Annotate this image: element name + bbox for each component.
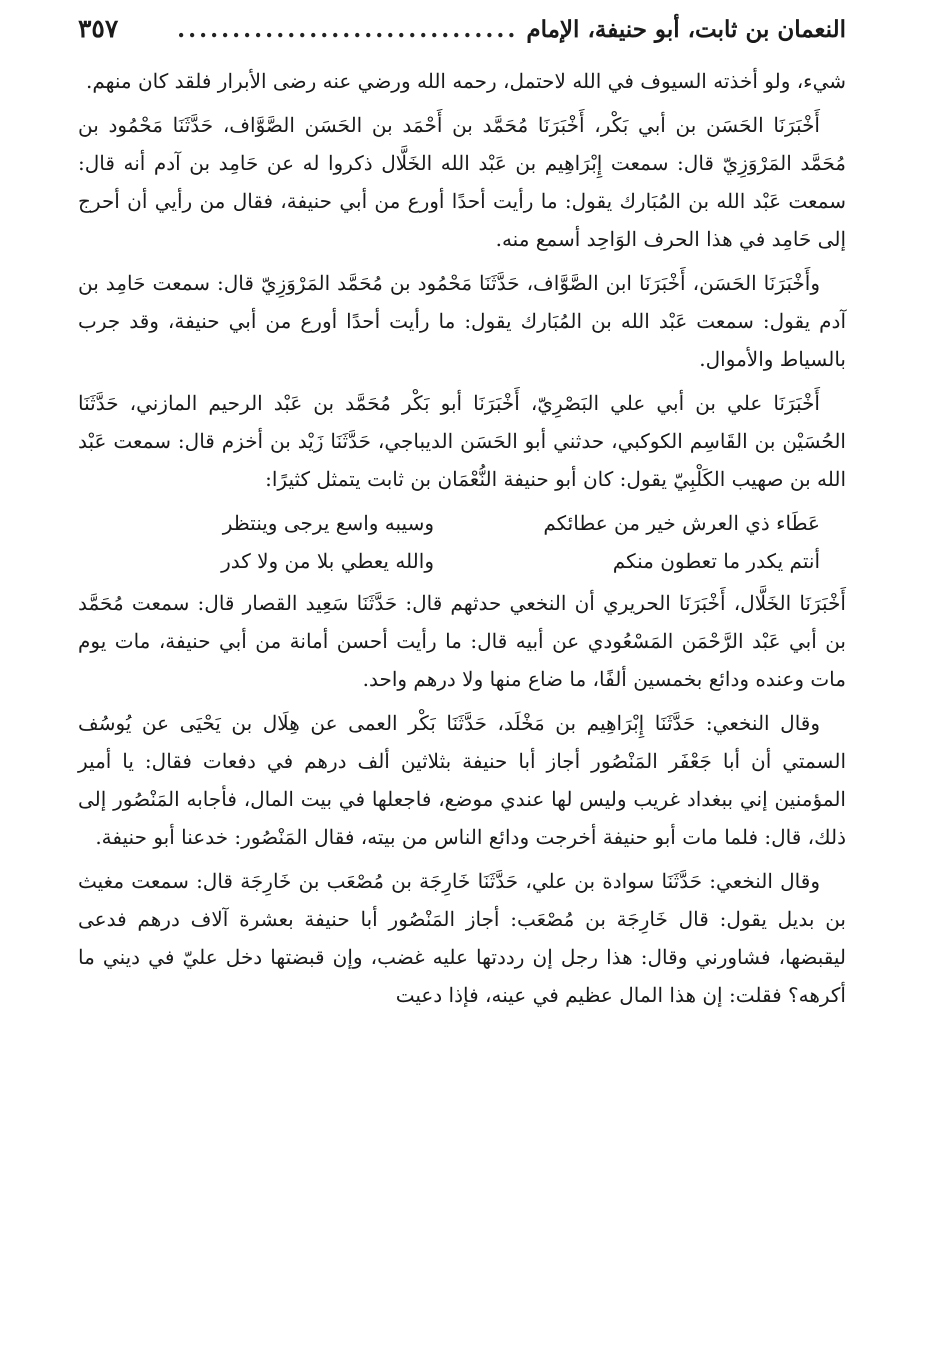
paragraph: وقال النخعي: حَدَّثَنَا سوادة بن علي، حَدَّثَنَا خَارِجَة بن مُصْعَب بن خَارِجَة قال: سمعت مغيث بن بديل يقول: قال خَارِجَة بن مُصْعَب: أجاز المَنْصُور أبا حنيفة بعشرة آلاف درهم فدعى ليقبضها، فشاورني وقال: هذا رجل إن رددتها عليه غضب، وإن قبضتها دخل عليّ في ديني ما أكرهه؟ فقلت: إن هذا المال عظيم في عينه، فإذا دعيت (78, 869, 846, 1007)
paragraph: أَخْبَرَنَا علي بن أبي علي البَصْرِيّ، أَخْبَرَنَا أبو بَكْر مُحَمَّد بن عَبْد الرحيم المازني، حَدَّثَنَا الحُسَيْن بن القَاسِم الكوكبي، حدثني أبو الحَسَن الديباجي، حَدَّثَنَا زَيْد بن أخزم قال: سمعت عَبْد الله بن صهيب الكَلْبِيّ يقول: كان أبو حنيفة النُّعْمَان بن ثابت يتمثل كثيرًا: (78, 391, 846, 491)
page-number: ٣٥٧ (78, 14, 119, 43)
document-page (78, 14, 846, 1020)
verse-first-hemistich: أنتم يكدر ما تعطون منكم (612, 549, 820, 573)
paragraph: شيء، ولو أخذته السيوف في الله لاحتمل، رحمه الله ورضي عنه رضى الأبرار فلقد كان منهم. (85, 69, 846, 93)
poem-verse (78, 504, 846, 542)
paragraph: أَخْبَرَنَا الحَسَن بن أبي بَكْر، أَخْبَرَنَا مُحَمَّد بن أَحْمَد بن الحَسَن الصَّوَّاف، حَدَّثَنَا مَحْمُود بن مُحَمَّد المَرْوَزِيّ قال: سمعت إِبْرَاهِيم بن عَبْد الله الخَلَّال ذكروا له عن حَامِد بن آدم أنه قال: سمعت عَبْد الله بن المُبَارك يقول: ما رأيت أحدًا أورع من أبي حنيفة، فقال من رأيي أن أحرج إلى حَامِد في هذا الحرف الوَاحِد أسمع منه. (78, 113, 846, 251)
paragraph: أَخْبَرَنَا الخَلَّال، أَخْبَرَنَا الحريري أن النخعي حدثهم قال: حَدَّثَنَا سَعِيد القصار قال: سمعت مُحَمَّد بن أبي عَبْد الرَّحْمَن المَسْعُودي عن أبيه قال: ما رأيت أحسن أمانة من أبي حنيفة، مات يوم مات وعنده ودائع بخمسين ألفًا، ما ضاع منها ولا درهم واحد. (78, 591, 846, 691)
verse-second-hemistich: والله يعطي بلا من ولا كدر (221, 549, 434, 573)
running-title: النعمان بن ثابت، أبو حنيفة، الإمام (526, 16, 846, 43)
running-header (78, 14, 846, 62)
paragraph: وأَخْبَرَنَا الحَسَن، أَخْبَرَنَا ابن الصَّوَّاف، حَدَّثَنَا مَحْمُود بن مُحَمَّد المَرْوَزِيّ قال: سمعت حَامِد بن آدم يقول: سمعت عَبْد الله بن المُبَارك يقول: ما رأيت أحدًا أورع من أبي حنيفة، وقد جرب بالسياط والأموال. (78, 271, 846, 371)
dot-leader: ............................... (177, 16, 519, 43)
paragraph: وقال النخعي: حَدَّثَنَا إِبْرَاهِيم بن مَخْلَد، حَدَّثَنَا بَكْر العمى عن هِلَال بن يَحْيَى عن يُوسُف السمتي أن أبا جَعْفَر المَنْصُور أجاز أبا حنيفة بثلاثين ألف درهم في دفعات فقال: يا أمير المؤمنين إني ببغداد غريب وليس لها عندي موضع، فاجعلها في بيت المال، فأجابه المَنْصُور إلى ذلك، قال: فلما مات أبو حنيفة أخرجت ودائع الناس من بيته، فقال المَنْصُور: خدعنا أبو حنيفة. (78, 711, 846, 849)
poem (78, 504, 846, 580)
poem-verse (78, 542, 846, 580)
verse-first-hemistich: عَطَاء ذي العرش خير من عطائكم (543, 511, 820, 535)
verse-second-hemistich: وسيبه واسع يرجى وينتظر (222, 511, 434, 535)
